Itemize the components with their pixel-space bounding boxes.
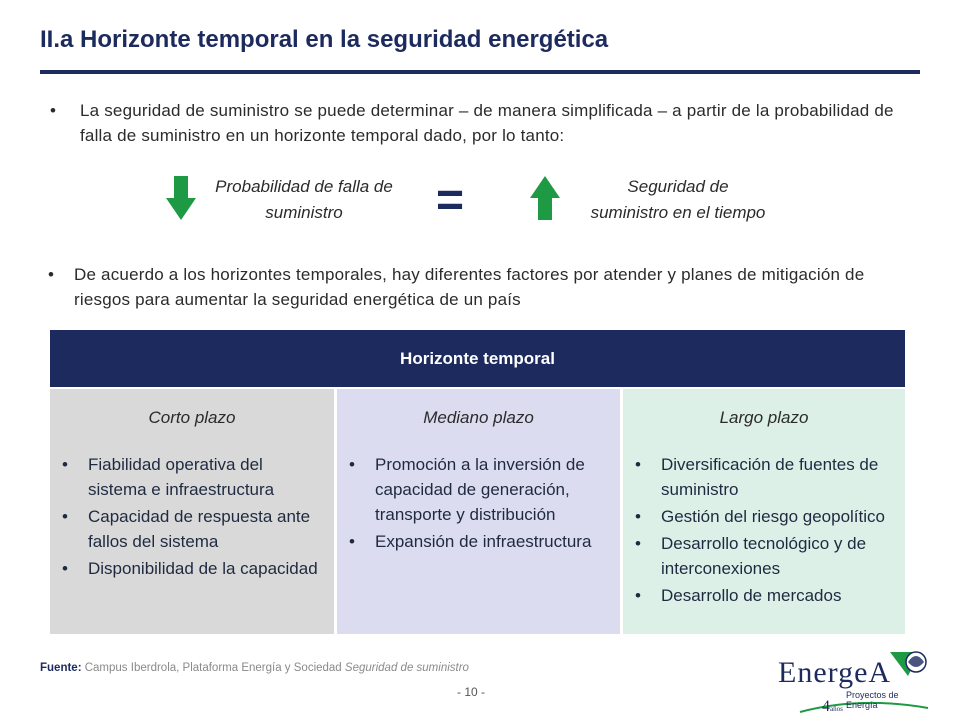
intro-bullet bbox=[50, 98, 920, 148]
list-item: • Fiabilidad operativa del sistema e infraestructura bbox=[50, 452, 334, 502]
failure-probability-label: Probabilidad de falla de suministro bbox=[215, 177, 393, 222]
list-item: • Promoción a la inversión de capacidad de generación, transporte y distribución bbox=[337, 452, 620, 527]
source-note bbox=[40, 662, 469, 674]
logo-years-number: 4 bbox=[822, 698, 830, 715]
column-list bbox=[623, 452, 905, 608]
column-list bbox=[337, 452, 620, 554]
source-italic-text: Seguridad de suministro bbox=[344, 662, 469, 674]
source-text: Campus Iberdrola, Plataforma Energía y Sociedad bbox=[84, 662, 342, 674]
company-logo bbox=[770, 646, 930, 716]
list-item: • Desarrollo tecnológico y de interconexiones bbox=[623, 531, 905, 581]
list-item: • Expansión de infraestructura bbox=[337, 529, 620, 554]
logo-name: EnergeA bbox=[778, 656, 892, 689]
bullet-marker: • bbox=[50, 101, 57, 120]
column-short-term bbox=[50, 389, 334, 634]
page-number: - 10 - bbox=[457, 685, 486, 699]
logo-years-label: años bbox=[830, 705, 843, 713]
arrow-up-icon bbox=[530, 176, 560, 225]
intro-bullet-text: La seguridad de suministro se puede determinar – de manera simplificada – a partir de la probabilidad de falla de suministro en un horizonte temporal dado, por lo tanto: bbox=[80, 101, 894, 145]
column-medium-term bbox=[337, 389, 620, 634]
table-header-label: Horizonte temporal bbox=[400, 348, 555, 368]
column-title: Largo plazo bbox=[719, 408, 809, 427]
equals-sign: = bbox=[436, 174, 465, 227]
horizons-bullet bbox=[48, 262, 920, 312]
supply-security-label: Seguridad de suministro en el tiempo bbox=[590, 177, 766, 222]
column-title: Corto plazo bbox=[148, 408, 236, 427]
list-item: • Disponibilidad de la capacidad bbox=[50, 556, 334, 581]
list-item: • Capacidad de respuesta ante fallos del sistema bbox=[50, 504, 334, 554]
column-list bbox=[50, 452, 334, 581]
page-title: II.a Horizonte temporal en la seguridad energética bbox=[40, 26, 609, 53]
source-label: Fuente: bbox=[40, 662, 82, 674]
list-item: • Diversificación de fuentes de suministro bbox=[623, 452, 905, 502]
logo-subtitle: Proyectos de Energía bbox=[846, 690, 899, 710]
list-item: • Gestión del riesgo geopolítico bbox=[623, 504, 905, 529]
horizons-bullet-text: De acuerdo a los horizontes temporales, hay diferentes factores por atender y planes de mitigación de riesgos para aumentar la seguridad energética de un país bbox=[74, 265, 865, 309]
list-item: • Desarrollo de mercados bbox=[623, 583, 905, 608]
bullet-marker: • bbox=[48, 265, 55, 284]
table-header bbox=[50, 330, 905, 387]
column-long-term bbox=[623, 389, 905, 634]
column-title: Mediano plazo bbox=[423, 408, 534, 427]
arrow-down-icon bbox=[166, 176, 196, 225]
title-divider bbox=[40, 70, 920, 74]
logo-anniversary bbox=[822, 698, 843, 716]
